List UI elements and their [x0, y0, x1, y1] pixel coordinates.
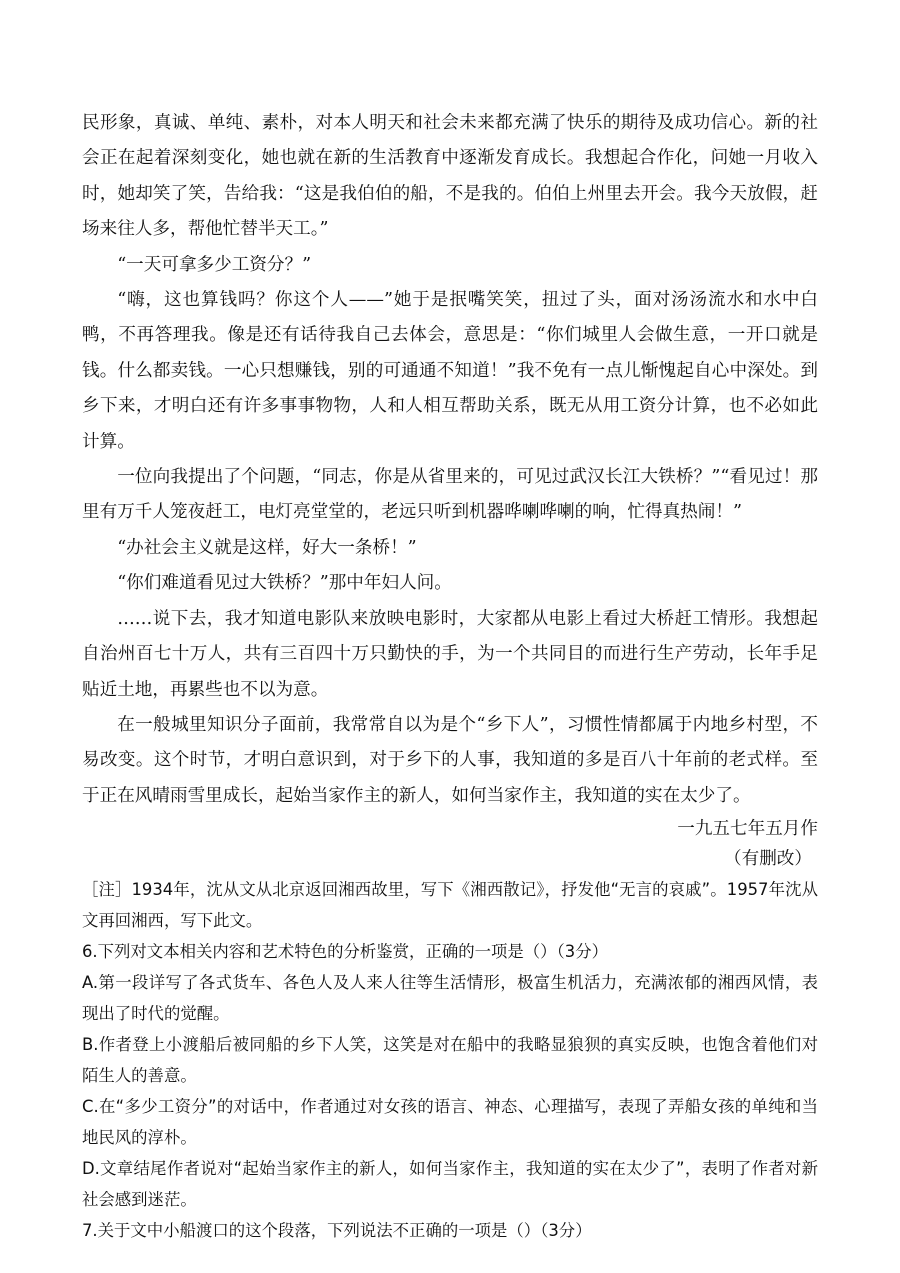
passage-date: 一九五七年五月作	[677, 819, 818, 840]
footnote: ［注］1934年，沈从文从北京返回湘西故里，写下《湘西散记》，抒发他“无言的哀戚”。1957年沈从文再回湘西，写下此文。	[82, 880, 818, 931]
question-6-option-c: C.在“多少工资分”的对话中，作者通过对女孩的语言、神态、心理描写，表现了弄船女孩的单纯和当地民风的淳朴。	[82, 1097, 818, 1148]
question-6-stem: 6.下列对文本相关内容和艺术特色的分析鉴赏，正确的一项是（）（3分）	[82, 942, 608, 962]
passage-paragraph: ……说下去，我才知道电影队来放映电影时，大家都从电影上看过大桥赶工情形。我想起自治州百七十万人，共有三百四十万只勤快的手，为一个共同目的而进行生产劳动，长年手足贴近土地，再累些也不以为意。	[82, 608, 818, 700]
abridged-note: （有删改）	[724, 849, 812, 870]
question-6-option-d: D.文章结尾作者说对“起始当家作主的新人，如何当家作主，我知道的实在太少了”，表明了作者对新社会感到迷茫。	[82, 1159, 818, 1210]
question-6-option-b: B.作者登上小渡船后被同船的乡下人笑，这笑是对在船中的我略显狼狈的真实反映，也饱含着他们对陌生人的善意。	[82, 1035, 818, 1086]
passage-paragraph: “一天可拿多少工资分？”	[117, 254, 312, 275]
question-7-stem: 7.关于文中小船渡口的这个段落，下列说法不正确的一项是（）（3分）	[82, 1221, 592, 1241]
passage-paragraph: 一位向我提出了个问题，“同志，你是从省里来的，可见过武汉长江大铁桥？”“看见过！那里有万千人笼夜赶工，电灯亮堂堂的，老远只听到机器哗喇哗喇的响，忙得真热闹！”	[82, 467, 818, 523]
passage-paragraph: 民形象，真诚、单纯、素朴，对本人明天和社会未来都充满了快乐的期待及成功信心。新的社会正在起着深刻变化，她也就在新的生活教育中逐渐发育成长。我想起合作化，问她一月收入时，她却笑了笑，告给我：“这是我伯伯的船，不是我的。伯伯上州里去开会。我今天放假，赶场来往人多，帮他忙替半天工。”	[82, 113, 818, 240]
passage-paragraph: “办社会主义就是这样，好大一条桥！”	[117, 537, 417, 558]
passage-paragraph: 在一般城里知识分子面前，我常常自以为是个“乡下人”，习惯性情都属于内地乡村型，不易改变。这个时节，才明白意识到，对于乡下的人事，我知道的多是百八十年前的老式样。至于正在风晴雨雪里成长，起始当家作主的新人，如何当家作主，我知道的实在太少了。	[82, 714, 818, 806]
passage-paragraph: “嗨，这也算钱吗？你这个人——”她于是抿嘴笑笑，扭过了头，面对汤汤流水和水中白鸭，不再答理我。像是还有话待我自己去体会，意思是：“你们城里人会做生意，一开口就是钱。什么都卖钱。一心只想赚钱，别的可通通不知道！”我不免有一点儿惭愧起自心中深处。到乡下来，才明白还有许多事事物物，人和人相互帮助关系，既无从用工资分计算，也不必如此计算。	[82, 290, 818, 452]
passage-paragraph: “你们难道看见过大铁桥？”那中年妇人问。	[117, 573, 452, 594]
question-6-option-a: A.第一段详写了各式货车、各色人及人来人往等生活情形，极富生机活力，充满浓郁的湘西风情，表现出了时代的觉醒。	[82, 973, 818, 1024]
